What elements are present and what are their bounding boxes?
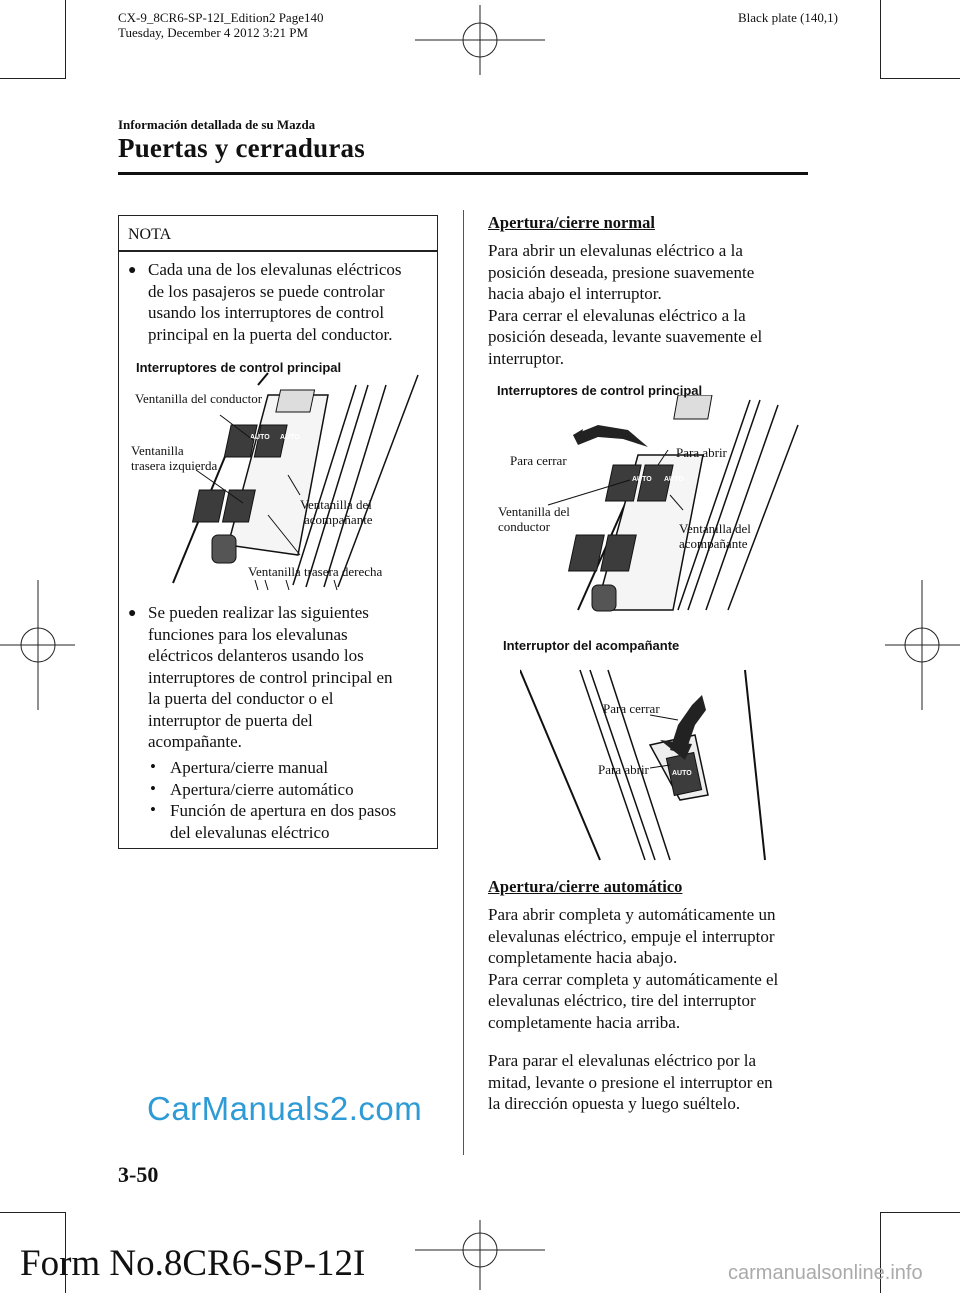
heading-normal: Apertura/cierre normal: [488, 213, 655, 232]
text-line: la puerta del conductor o el: [148, 689, 334, 708]
bullet-dot: ●: [128, 263, 137, 278]
label-passenger-window: [300, 497, 373, 527]
text-line: elevalunas eléctrico, empuje el interruptor: [488, 926, 775, 946]
auto-paragraph-2: [488, 1050, 828, 1115]
text-line: Se pueden realizar las siguientes: [148, 603, 369, 622]
text-line: Para parar el elevalunas eléctrico por la: [488, 1051, 757, 1070]
crop-mark: [880, 1212, 960, 1213]
text-line: Cada una de los elevalunas eléctricos: [148, 260, 402, 279]
label-open: Para abrir: [676, 445, 727, 460]
label-line: Ventanilla del: [679, 521, 751, 536]
text-line: Para cerrar completa y automáticamente el: [488, 969, 779, 989]
auto-label: AUTO: [664, 476, 684, 483]
nota-sublist: [150, 757, 440, 843]
page-number: 3-50: [118, 1162, 159, 1187]
normal-paragraph: [488, 240, 818, 369]
sub-item-two-step: Función de apertura en dos pasos: [170, 801, 397, 820]
plate-label: Black plate (140,1): [738, 10, 838, 25]
sub-item-manual: Apertura/cierre manual: [170, 758, 329, 777]
text-line: completamente hacia arriba.: [488, 1012, 681, 1032]
label-line: trasera izquierda: [131, 458, 218, 473]
header-meta: [118, 10, 323, 40]
watermark: CarManuals2.com: [147, 1090, 423, 1127]
sub-bullet: •: [150, 778, 156, 798]
registration-mark-top: [415, 5, 545, 75]
text-line: posición deseada, levante suavemente el: [488, 327, 763, 346]
passenger-switch-figure: [520, 650, 780, 865]
text-line: usando los interruptores de control: [148, 303, 385, 322]
label-line: acompañante: [679, 536, 748, 551]
label-pass-open: Para abrir: [598, 762, 649, 777]
auto-label: AUTO: [672, 770, 692, 777]
sub-item-auto: Apertura/cierre automático: [170, 779, 354, 799]
label-line: acompañante: [304, 512, 373, 527]
heading-auto: Apertura/cierre automático: [488, 877, 683, 896]
text-line: hacia abajo el interruptor.: [488, 284, 662, 303]
nota-label: NOTA: [128, 226, 172, 243]
nota-bullet-2: [128, 602, 438, 753]
sub-item-two-step-cont: del elevalunas eléctrico: [170, 822, 330, 842]
print-date: Tuesday, December 4 2012 3:21 PM: [118, 25, 309, 40]
label-line: conductor: [498, 519, 550, 534]
auto-label: AUTO: [280, 434, 300, 441]
label-driver: [498, 504, 570, 534]
text-line: interruptor de puerta del: [148, 710, 313, 730]
section-subtitle: Información detallada de su Mazda: [118, 117, 316, 132]
label-passenger: [679, 521, 751, 551]
nota-rule: [118, 250, 438, 252]
text-line: eléctricos delanteros usando los: [148, 646, 364, 665]
registration-mark-bottom: [415, 1220, 545, 1290]
doc-id: CX-9_8CR6-SP-12I_Edition2 Page140: [118, 10, 324, 25]
crop-mark: [880, 0, 881, 78]
crop-mark: [0, 78, 66, 79]
registration-mark-right: [885, 580, 960, 710]
crop-mark: [65, 0, 66, 78]
form-number: Form No.8CR6-SP-12I: [20, 1243, 366, 1284]
text-line: interruptor.: [488, 348, 565, 368]
text-line: completamente hacia abajo.: [488, 948, 678, 967]
text-line: Para cerrar el elevalunas eléctrico a la: [488, 305, 746, 325]
label-close: Para cerrar: [510, 453, 567, 468]
sub-bullet: •: [150, 757, 156, 776]
label-line: Ventanilla: [131, 443, 184, 458]
watermark-footer: carmanualsonline.info: [728, 1262, 923, 1284]
text-line: la dirección opuesta y luego suéltelo.: [488, 1094, 741, 1113]
text-line: mitad, levante o presione el interruptor en: [488, 1072, 773, 1092]
text-line: elevalunas eléctrico, tire del interruptor: [488, 991, 756, 1010]
crop-mark: [0, 1212, 66, 1213]
label-rear-left-window: [131, 443, 217, 473]
title-rule: [118, 172, 808, 175]
label-line: Ventanilla del: [498, 504, 570, 519]
auto-label: AUTO: [250, 434, 270, 441]
figure-title: Interruptores de control principal: [136, 360, 342, 375]
label-driver-window: Ventanilla del conductor: [135, 391, 263, 406]
text-line: interruptores de control principal en: [148, 667, 393, 687]
registration-mark-left: [0, 580, 75, 710]
figure-pass-title: Interruptor del acompañante: [503, 638, 680, 653]
text-line: Para abrir completa y automáticamente un: [488, 905, 776, 924]
crop-mark: [880, 78, 960, 79]
text-line: principal en la puerta del conductor.: [148, 324, 393, 344]
nota-bullet-1: [128, 259, 438, 345]
figure-main-title: Interruptores de control principal: [497, 383, 703, 398]
text-line: Para abrir un elevalunas eléctrico a la: [488, 241, 743, 260]
bullet-dot: ●: [128, 606, 137, 621]
section-title: Puertas y cerraduras: [118, 133, 365, 163]
label-line: Ventanilla del: [300, 497, 372, 512]
auto-label: AUTO: [632, 476, 652, 483]
text-line: de los pasajeros se puede controlar: [148, 281, 385, 301]
label-pass-close: Para cerrar: [603, 701, 660, 716]
label-rear-right-window: Ventanilla trasera derecha: [248, 564, 383, 579]
text-line: funciones para los elevalunas: [148, 624, 348, 644]
text-line: posición deseada, presione suavemente: [488, 262, 755, 282]
text-line: acompañante.: [148, 732, 242, 751]
column-divider: [463, 210, 464, 1155]
sub-bullet: •: [150, 800, 156, 819]
auto-paragraph: [488, 904, 828, 1033]
